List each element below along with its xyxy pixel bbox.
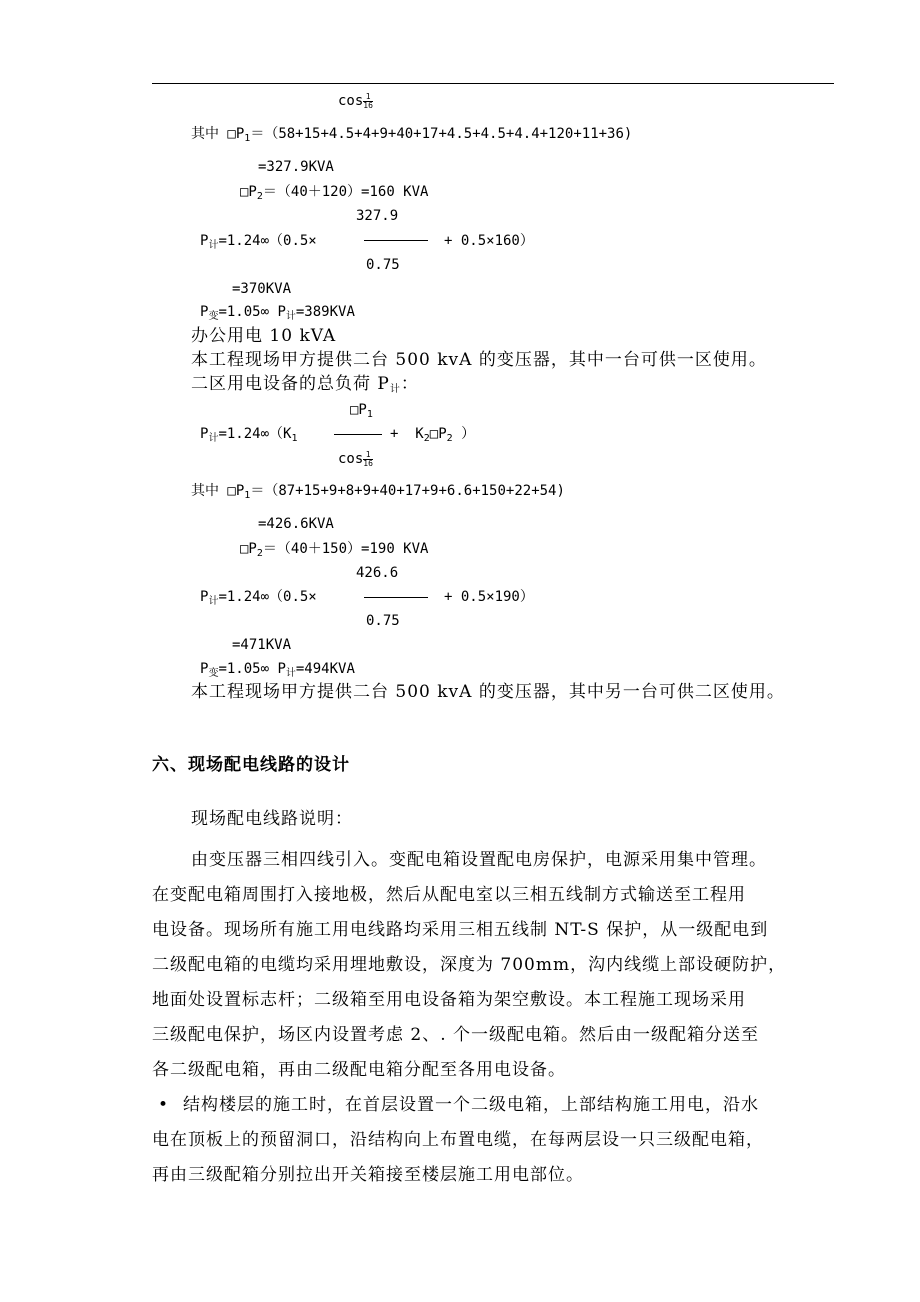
- denominator-2: 0.75: [366, 613, 400, 629]
- p-trans-line-1: $P_变=1.05\infty$ $P_计=389KVA$: [200, 304, 355, 322]
- bullet-line-2: 电在顶板上的预留洞口，沿结构向上布置电缆，在每两层设一只三级配电箱，: [152, 1130, 764, 1150]
- bullet-line-3: 再由三级配箱分别拉出开关箱接至楼层施工用电部位。: [152, 1165, 584, 1185]
- sum-p2-line-1: $□P_2=(40+120)=160$ KVA: [240, 184, 429, 202]
- fraction-bar-2: [364, 597, 428, 598]
- para-line-1: 由变压器三相四线引入。变配电箱设置配电房保护，电源采用集中管理。: [191, 850, 767, 870]
- p-calc-tail-2: + 0.5×190）: [444, 589, 534, 605]
- sum-p2-line-2: $□P_2=(40+150)=190$ KVA: [240, 541, 429, 559]
- transformer-note-2: 本工程现场甲方提供二台 500 kvA 的变压器，其中另一台可供二区使用。: [191, 682, 785, 702]
- cos-denominator-1: cos $\frac{1}{16}$: [338, 91, 373, 110]
- sum-p1-result-1: =327.9KVA: [258, 159, 334, 175]
- p-calc-tail-1: + 0.5×160）: [444, 233, 534, 249]
- para-line-2: 在变配电箱周围打入接地极，然后从配电室以三相五线制方式输送至工程用: [152, 885, 746, 905]
- para-line-6: 三级配电保护，场区内设置考虑 2、. 个一级配电箱。然后由一级配箱分送至: [152, 1025, 760, 1045]
- para-line-7: 各二级配电箱，再由二级配电箱分配至各用电设备。: [152, 1060, 566, 1080]
- numerator-2: 426.6: [356, 565, 399, 581]
- bullet-line-1: 结构楼层的施工时，在首层设置一个二级电箱，上部结构施工用电，沿水: [183, 1095, 759, 1115]
- fraction-bar-k: [334, 434, 382, 435]
- transformer-note-1: 本工程现场甲方提供二台 500 kvA 的变压器，其中一台可供一区使用。: [191, 350, 767, 370]
- fraction-1-16-b: $\frac{1}{16}$: [363, 449, 373, 468]
- sum-p1-line-1: 其中 $□P_1=(58+15+4.5+4+9+40+17+4.5+4.5+4.4+120+11+36)$: [191, 126, 633, 144]
- cos-denominator-2: cos $\frac{1}{16}$: [338, 449, 373, 468]
- fraction-1-16: $\frac{1}{16}$: [363, 91, 373, 110]
- office-power: 办公用电 10 kVA: [191, 326, 337, 346]
- p-calc-line-1: $P_计=1.24\infty(0.5\times$: [200, 233, 317, 251]
- sum-p1-result-2: =426.6KVA: [258, 516, 334, 532]
- denominator-1: 0.75: [366, 257, 400, 273]
- zone2-total-load: 二区用电设备的总负荷 $P_计$：: [191, 374, 419, 395]
- p1-numerator-2: $□P_1$: [350, 402, 373, 420]
- para-line-3: 电设备。现场所有施工用电线路均采用三相五线制 NT-S 保护，从一级配电到: [152, 920, 769, 940]
- p-calc-k-tail: + $K_2□P_2$ ）: [390, 426, 476, 444]
- sum-p1-line-2: 其中 $□P_1=(87+15+9+8+9+40+17+9+6.6+150+22+54)$: [191, 483, 565, 501]
- bullet-marker: •: [158, 1095, 170, 1115]
- section-intro: 现场配电线路说明：: [191, 809, 353, 829]
- para-line-5: 地面处设置标志杆；二级箱至用电设备箱为架空敷设。本工程施工现场采用: [152, 990, 746, 1010]
- header-rule: [152, 83, 834, 84]
- para-line-4: 二级配电箱的电缆均采用埋地敷设，深度为 700mm，沟内线缆上部设硬防护，: [152, 955, 787, 975]
- p-calc-k-line: $P_计=1.24\infty(K_1$: [200, 426, 298, 444]
- p-calc-line-2: $P_计=1.24\infty(0.5\times$: [200, 589, 317, 607]
- fraction-bar-1: [364, 240, 428, 241]
- p-calc-result-1: =370KVA: [232, 281, 292, 297]
- p-calc-result-2: =471KVA: [232, 637, 292, 653]
- section-heading: 六、现场配电线路的设计: [152, 755, 350, 775]
- p-trans-line-2: $P_变=1.05\infty$ $P_计=494KVA$: [200, 661, 355, 679]
- numerator-1: 327.9: [356, 208, 399, 224]
